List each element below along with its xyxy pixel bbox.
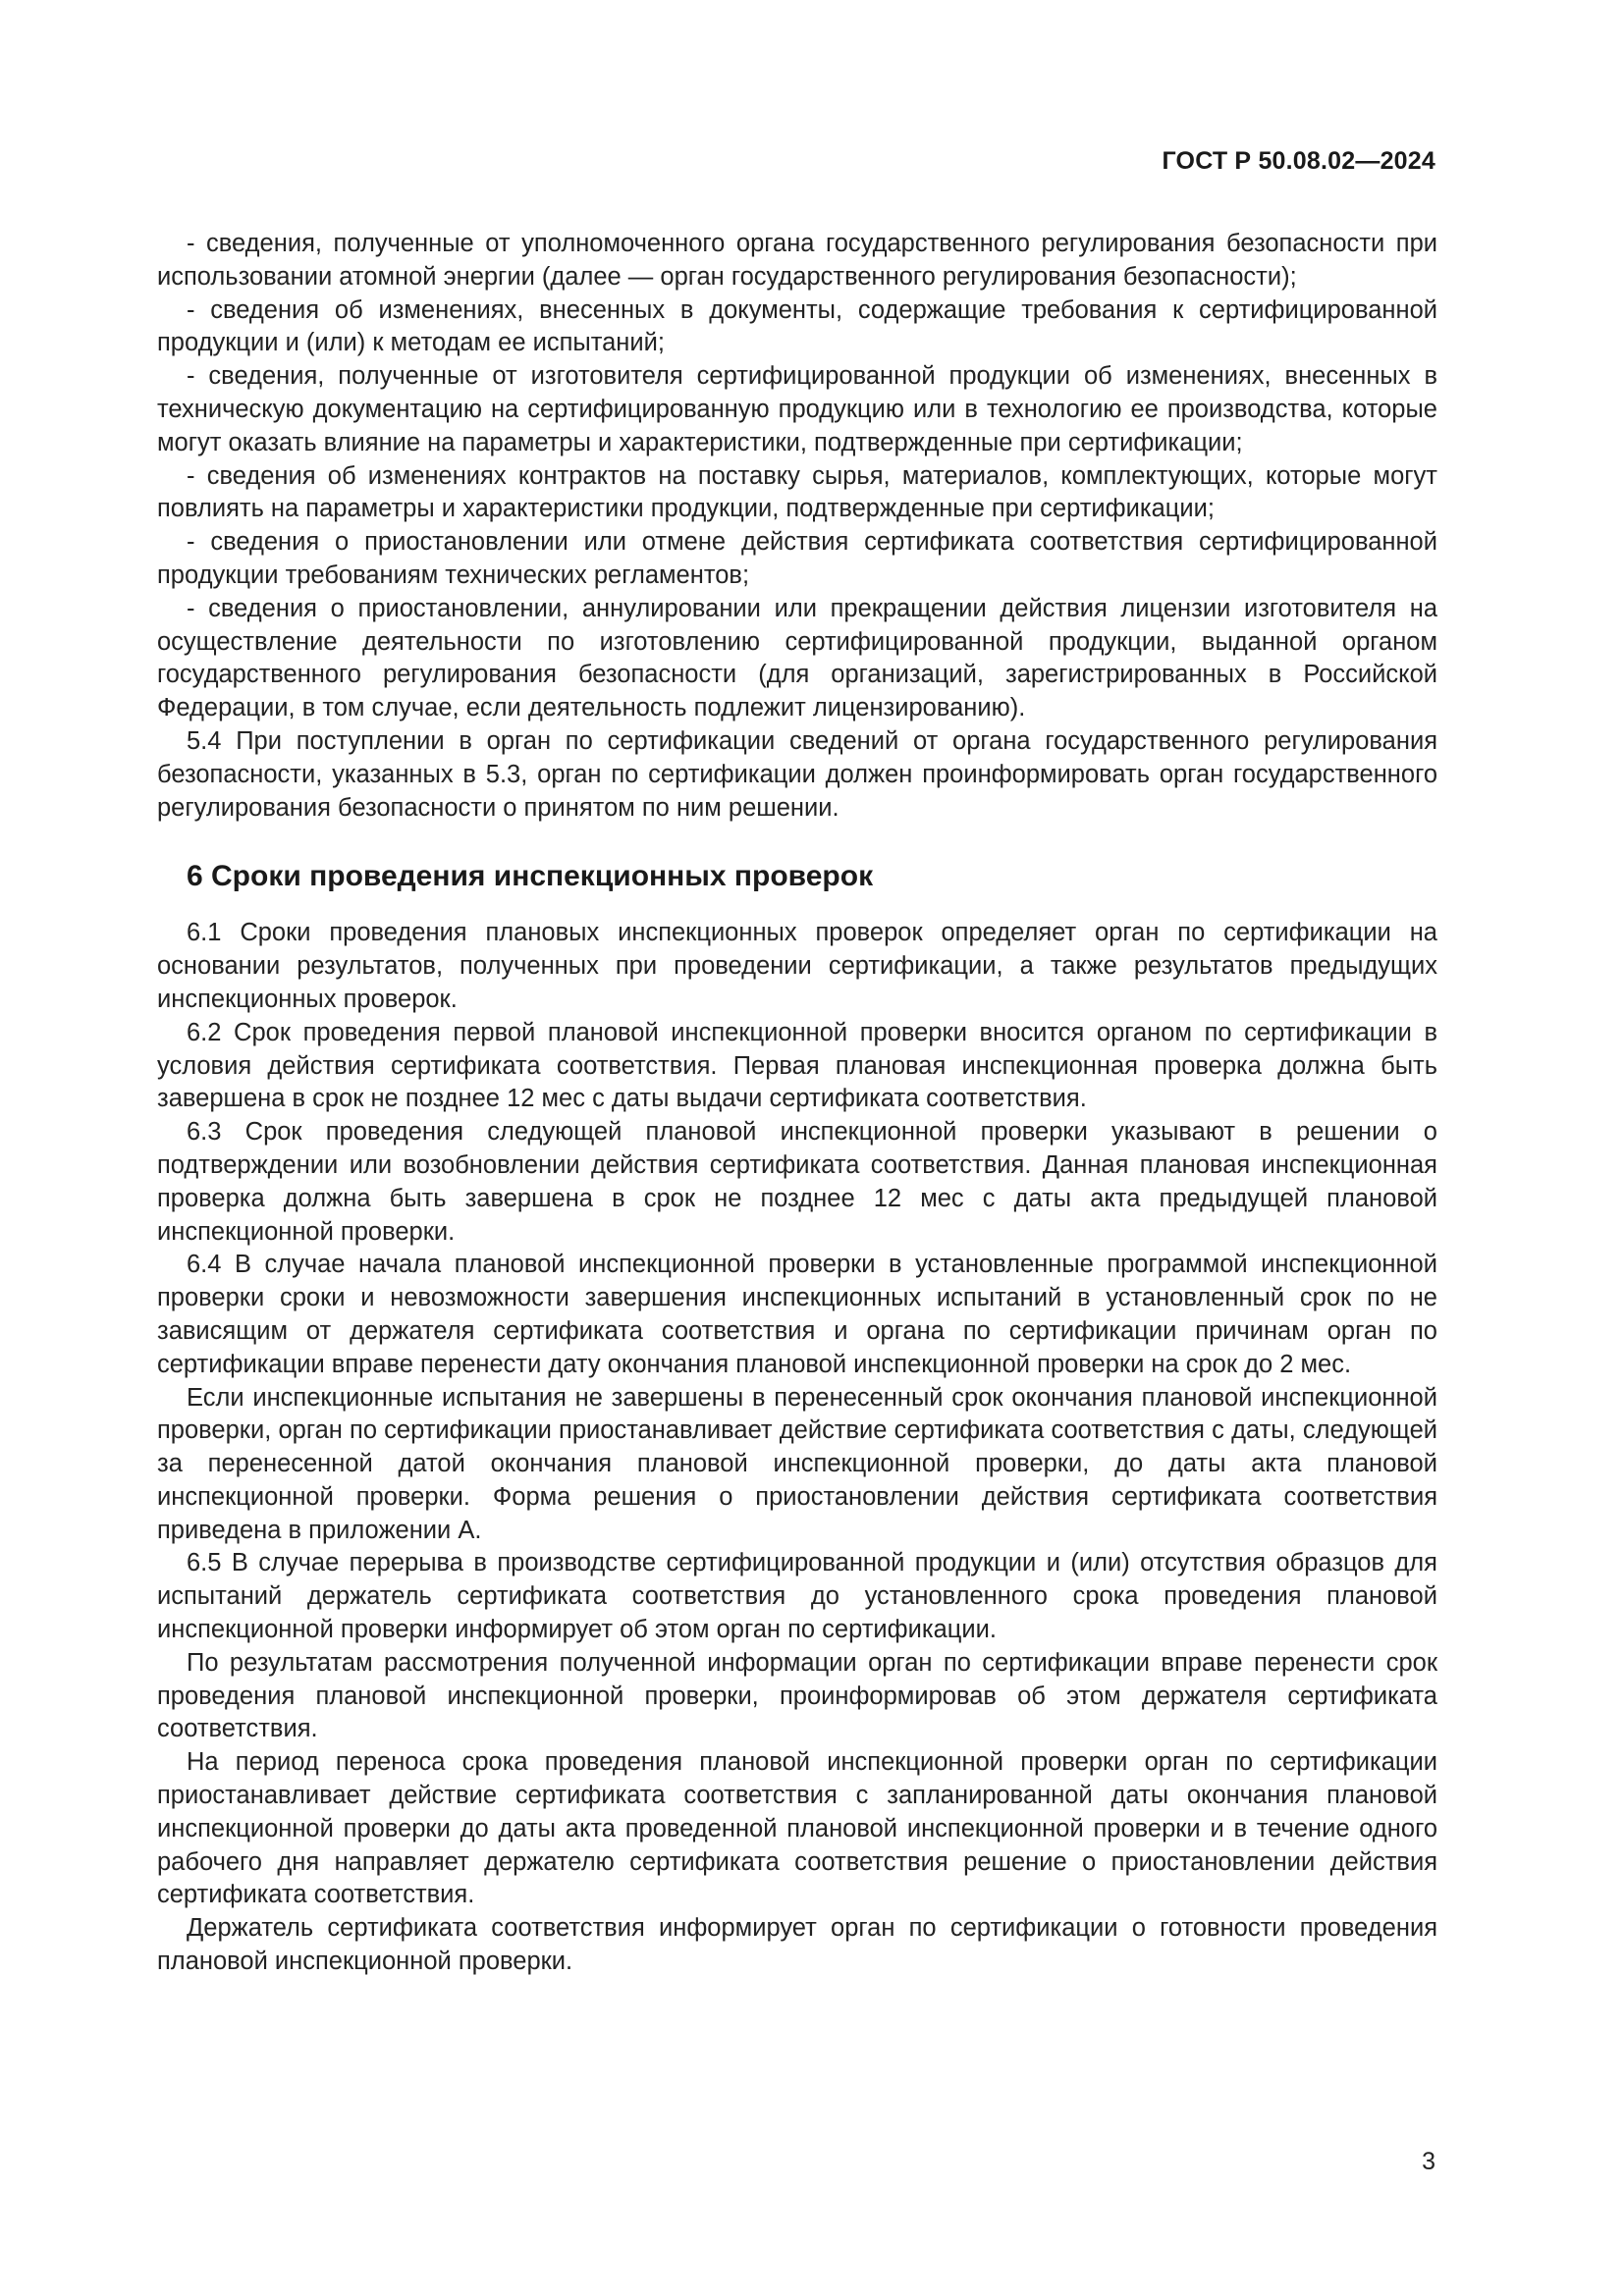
paragraph: По результатам рассмотрения полученной информации орган по сертификации вправе перенести срок проведения плановой инспекционной проверки, проинформировав об этом держателя сертификата соответствия. bbox=[157, 1648, 1437, 1743]
clause-6-3: 6.3 Срок проведения следующей плановой инспекционной проверки указывают в решении о подтверждении или возобновлении действия сертификата соответствия. Данная плановая инспекционная проверка должна быть завершена в срок не позднее 12 мес с даты акта предыдущей плановой инспекционной проверки. bbox=[157, 1118, 1437, 1246]
paragraph: На период переноса срока проведения плановой инспекционной проверки орган по сертификации приостанавливает действие сертификата соответствия с запланированной даты окончания плановой инспекционной проверки до даты акта проведенной плановой инспекционной проверки и в течение одного рабочего дня направляет держателю сертификата соответствия решение о приостановлении действия сертификата соответствия. bbox=[157, 1748, 1437, 1909]
list-item: - сведения о приостановлении, аннулировании или прекращении действия лицензии изготовителя на осуществление деятельности по изготовлению сертифицированной продукции, выданной органом государственного регулирования безопасности (для организаций, зарегистрированных в Российской Федерации, в том случае, если деятельность подлежит лицензированию). bbox=[157, 594, 1437, 722]
document-code: ГОСТ Р 50.08.02—2024 bbox=[1162, 147, 1435, 175]
list-item: - сведения, полученные от уполномоченного органа государственного регулирования безопасности при использовании атомной энергии (далее — орган государственного регулирования безопасности); bbox=[157, 230, 1437, 291]
clause-6-4: 6.4 В случае начала плановой инспекционной проверки в установленные программой инспекционной проверки сроки и невозможности завершения инспекционных испытаний в установленный срок по не зависящим от держателя сертификата соответствия и органа по сертификации причинам орган по сертификации вправе перенести дату окончания плановой инспекционной проверки на срок до 2 мес. bbox=[157, 1251, 1437, 1378]
page-number: 3 bbox=[1422, 2148, 1435, 2175]
section-title: 6 Сроки проведения инспекционных проверок bbox=[187, 860, 874, 893]
list-item: - сведения об изменениях, внесенных в документы, содержащие требования к сертифицированной продукции и (или) к методам ее испытаний; bbox=[157, 295, 1437, 357]
list-item: - сведения об изменениях контрактов на поставку сырья, материалов, комплектующих, которые могут повлиять на параметры и характеристики продукции, подтвержденные при сертификации; bbox=[157, 461, 1437, 523]
page-content bbox=[157, 228, 1437, 1979]
list-item: - сведения о приостановлении или отмене действия сертификата соответствия сертифицированной продукции требованиям технических регламентов; bbox=[157, 528, 1437, 589]
list-item: - сведения, полученные от изготовителя сертифицированной продукции об изменениях, внесенных в техническую документацию на сертифицированную продукцию или в технологию ее производства, которые могут оказать влияние на параметры и характеристики, подтвержденные при сертификации; bbox=[157, 362, 1437, 456]
clause-6-2: 6.2 Срок проведения первой плановой инспекционной проверки вносится органом по сертификации в условия действия сертификата соответствия. Первая плановая инспекционная проверка должна быть завершена в срок не позднее 12 мес с даты выдачи сертификата соответствия. bbox=[157, 1018, 1437, 1113]
paragraph: Держатель сертификата соответствия информирует орган по сертификации о готовности проведения плановой инспекционной проверки. bbox=[157, 1914, 1437, 1976]
clause-6-1: 6.1 Сроки проведения плановых инспекционных проверок определяет орган по сертификации на основании результатов, полученных при проведении сертификации, а также результатов предыдущих инспекционных проверок. bbox=[157, 919, 1437, 1013]
clause-6-5: 6.5 В случае перерыва в производстве сертифицированной продукции и (или) отсутствия образцов для испытаний держатель сертификата соответствия до установленного срока проведения плановой инспекционной проверки информирует об этом орган по сертификации. bbox=[157, 1549, 1437, 1644]
clause-5-4: 5.4 При поступлении в орган по сертификации сведений от органа государственного регулирования безопасности, указанных в 5.3, орган по сертификации должен проинформировать орган государственного регулирования безопасности о принятом по ним решении. bbox=[157, 726, 1437, 822]
paragraph: Если инспекционные испытания не завершены в перенесенный срок окончания плановой инспекционной проверки, орган по сертификации приостанавливает действие сертификата соответствия с даты, следующей за перенесенной датой окончания плановой инспекционной проверки, до даты акта плановой инспекционной проверки. Форма решения о приостановлении действия сертификата соответствия приведена в приложении А. bbox=[157, 1383, 1437, 1544]
